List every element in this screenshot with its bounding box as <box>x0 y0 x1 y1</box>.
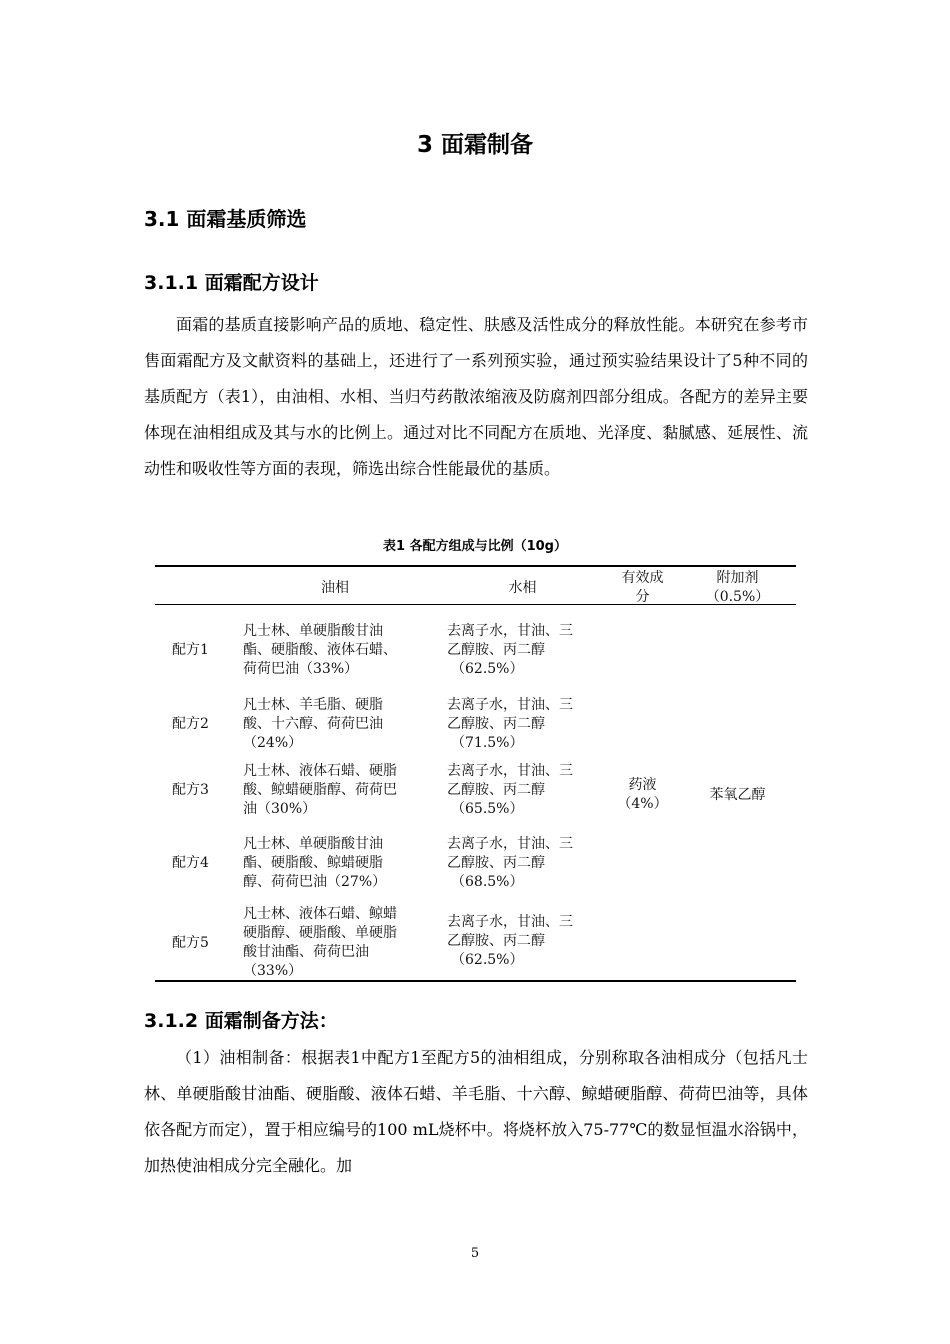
formula-name: 配方2 <box>172 716 209 732</box>
water-phase-line: 去离子水，甘油、三 <box>447 763 573 779</box>
oil-phase-line: 酯、硬脂酸、鲸蜡硬脂 <box>243 855 383 871</box>
subsection-title-2: 3.1.2 面霜制备方法： <box>144 1010 338 1032</box>
water-phase-line: 去离子水，甘油、三 <box>447 914 573 930</box>
formula-name: 配方5 <box>172 934 209 951</box>
oil-phase-line: 醇、荷荷巴油（27%） <box>243 874 387 890</box>
additive-cell: 苯氧乙醇 <box>709 787 766 803</box>
water-phase-line: 乙醇胺、丙二醇 <box>447 716 545 732</box>
paragraph-1: 面霜的基质直接影响产品的质地、稳定性、肤感及活性成分的释放性能。本研究在参考市售面霜配方及文献资料的基础上，还进行了一系列预实验，通过预实验结果设计了5种不同的基质配方（表1），由油相、水相、当归芍药散浓缩液及防腐剂四部分组成。各配方的差异主要体现在油相组成及其与水的比例上。通过对比不同配方在质地、光泽度、黏腻感、延展性、流动性和吸收性等方面的表现，筛选出综合性能最优的基质。 <box>144 315 808 478</box>
water-phase-cell <box>447 622 573 679</box>
oil-phase-line: 酸甘油酯、荷荷巴油 <box>243 944 369 960</box>
water-phase-line: （71.5%） <box>451 735 524 751</box>
water-phase-line: 去离子水，甘油、三 <box>447 836 573 852</box>
water-phase-cell <box>447 762 573 819</box>
oil-phase-cell <box>243 835 386 892</box>
water-phase-line: 去离子水，甘油、三 <box>447 697 573 713</box>
water-phase-cell <box>447 913 573 970</box>
oil-phase-line: 油（30%） <box>243 801 317 817</box>
chapter-title: 3 面霜制备 <box>416 132 533 158</box>
water-phase-line: （65.5%） <box>451 801 524 817</box>
header-oil-phase: 油相 <box>321 580 349 596</box>
oil-phase-line: （33%） <box>243 963 303 979</box>
oil-phase-line: 凡士林、单硬脂酸甘油 <box>243 836 383 852</box>
water-phase-line: 乙醇胺、丙二醇 <box>447 642 545 658</box>
header-additive: 附加剂 （0.5%） <box>705 570 770 605</box>
oil-phase-cell <box>243 762 397 819</box>
oil-phase-line: 酯、硬脂酸、液体石蜡、 <box>243 642 397 658</box>
subsection-title-1: 3.1.1 面霜配方设计 <box>144 272 319 294</box>
water-phase-line: （62.5%） <box>451 661 524 677</box>
formula-name: 配方4 <box>172 855 209 871</box>
section-title: 3.1 面霜基质筛选 <box>144 207 307 231</box>
oil-phase-line: 凡士林、单硬脂酸甘油 <box>243 623 383 639</box>
oil-phase-line: 酸、鲸蜡硬脂醇、荷荷巴 <box>243 782 397 798</box>
oil-phase-line: 硬脂醇、硬脂酸、单硬脂 <box>243 925 397 941</box>
oil-phase-line: 荷荷巴油（33%） <box>243 661 359 677</box>
oil-phase-line: 凡士林、液体石蜡、鲸蜡 <box>243 906 397 922</box>
formula-name: 配方1 <box>172 642 209 658</box>
paragraph-2: （1）油相制备：根据表1中配方1至配方5的油相组成，分别称取各油相成分（包括凡士林、单硬脂酸甘油酯、硬脂酸、液体石蜡、羊毛脂、十六醇、鲸蜡硬脂醇、荷荷巴油等，具体依各配方而定），置于相应编号的100 mL烧杯中。将烧杯放入75-77℃的数显恒温水浴锅中，加热使油相成分完全融化。加 <box>144 1048 808 1175</box>
water-phase-line: 乙醇胺、丙二醇 <box>447 782 545 798</box>
water-phase-cell <box>447 696 573 753</box>
oil-phase-line: （24%） <box>243 735 303 751</box>
oil-phase-cell <box>243 622 397 679</box>
water-phase-cell <box>447 835 573 892</box>
page-number: 5 <box>470 1246 480 1261</box>
oil-phase-line: 凡士林、液体石蜡、硬脂 <box>243 763 397 779</box>
header-active: 有效成 分 <box>621 570 664 605</box>
water-phase-line: 乙醇胺、丙二醇 <box>447 933 545 949</box>
water-phase-line: （68.5%） <box>451 874 524 890</box>
header-water-phase: 水相 <box>508 580 537 596</box>
water-phase-line: （62.5%） <box>451 952 524 968</box>
water-phase-line: 去离子水，甘油、三 <box>447 623 573 639</box>
formula-name: 配方3 <box>172 782 209 798</box>
oil-phase-cell <box>243 696 383 753</box>
oil-phase-cell <box>243 905 397 981</box>
table-caption: 表1 各配方组成与比例（10g） <box>383 539 567 554</box>
oil-phase-line: 酸、十六醇、荷荷巴油 <box>243 716 383 732</box>
water-phase-line: 乙醇胺、丙二醇 <box>447 855 545 871</box>
oil-phase-line: 凡士林、羊毛脂、硬脂 <box>243 697 383 713</box>
active-ingredient-cell: 药液 （4%） <box>617 777 668 812</box>
table-top-rule <box>155 565 796 567</box>
